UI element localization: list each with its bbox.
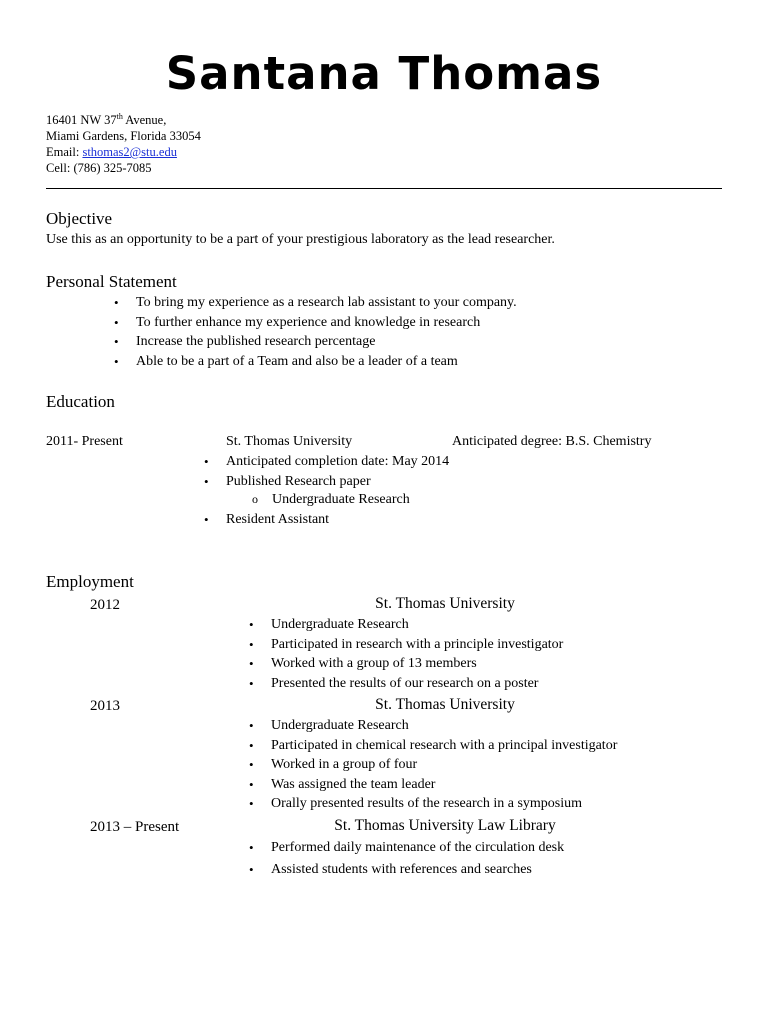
list-item (114, 313, 517, 333)
bullet-icon: • (249, 840, 254, 855)
list-item-text: Undergraduate Research (271, 617, 409, 632)
bullet-icon: • (114, 353, 119, 369)
list-item-text: Undergraduate Research (271, 718, 409, 733)
list-item (249, 794, 617, 814)
list-item (249, 716, 617, 736)
education-degree: Anticipated degree: B.S. Chemistry (452, 434, 652, 449)
objective-heading: Objective (46, 209, 113, 228)
list-item (249, 859, 564, 881)
bullet-icon: • (114, 295, 119, 310)
circle-bullet-icon: o (252, 492, 258, 506)
sub-list-item (252, 490, 410, 509)
list-item-text: Participated in research with a principle investigator (271, 636, 564, 652)
employment-heading: Employment (46, 572, 134, 591)
job-duties-list (249, 615, 564, 693)
list-item-text: To bring my experience as a research lab assistant to your company. (136, 295, 517, 310)
job-organization: St. Thomas University (375, 696, 515, 713)
cell-label: Cell: (46, 161, 74, 175)
bullet-icon: • (249, 617, 254, 632)
list-item (249, 755, 617, 775)
cell-line (46, 160, 201, 176)
list-item (114, 352, 517, 372)
objective-text: Use this as an opportunity to be a part of your prestigious laboratory as the lead researcher. (46, 232, 555, 247)
education-school: St. Thomas University (226, 434, 353, 449)
bullet-icon: • (249, 757, 254, 772)
job-year: 2012 (90, 597, 120, 613)
list-item-text: Worked with a group of 13 members (271, 656, 477, 671)
list-item-text: Was assigned the team leader (271, 776, 436, 792)
email-line (46, 144, 201, 160)
list-item-text: Able to be a part of a Team and also be a leader of a team (136, 353, 458, 369)
job-organization: St. Thomas University Law Library (334, 817, 556, 834)
list-item-text: Worked in a group of four (271, 757, 418, 772)
address-number: 16401 NW 37 (46, 113, 117, 127)
education-heading: Education (46, 392, 115, 411)
list-item (249, 635, 564, 655)
list-item (204, 472, 449, 492)
list-item-text: Orally presented results of the research in a symposium (271, 796, 583, 811)
list-item-text: Published Research paper (226, 473, 371, 489)
list-item-text: Presented the results of our research on a poster (271, 675, 539, 691)
bullet-icon: • (114, 314, 119, 330)
address-street: Avenue, (122, 113, 167, 127)
list-item-text: Anticipated completion date: May 2014 (226, 454, 450, 469)
bullet-icon: • (204, 473, 209, 489)
education-list (204, 452, 450, 491)
bullet-icon: • (114, 334, 119, 349)
list-item (249, 775, 617, 795)
sub-list-item-text: Undergraduate Research (272, 492, 410, 507)
contact-block (46, 112, 201, 176)
list-item (249, 654, 563, 674)
bullet-icon: • (249, 656, 254, 671)
bullet-icon: • (204, 454, 209, 469)
job-duties-list (249, 837, 565, 881)
education-list-continued (204, 510, 330, 530)
city-line: Miami Gardens, Florida 33054 (46, 129, 201, 143)
bullet-icon: • (249, 776, 254, 792)
list-item-text: Performed daily maintenance of the circulation desk (271, 840, 565, 855)
resume-name: Santana Thomas (165, 47, 603, 100)
list-item (204, 510, 330, 530)
bullet-icon: • (249, 636, 254, 652)
bullet-icon: • (249, 862, 254, 877)
list-item-text: Participated in chemical research with a principal investigator (271, 737, 618, 753)
personal-statement-list (114, 293, 517, 371)
personal-statement-heading: Personal Statement (46, 272, 177, 291)
job-year: 2013 (90, 698, 120, 714)
list-item (114, 293, 517, 313)
bullet-icon: • (249, 675, 254, 691)
email-label: Email: (46, 145, 83, 159)
address-line (46, 112, 201, 128)
list-item-text: Increase the published research percentage (136, 334, 376, 349)
education-period: 2011- Present (46, 434, 123, 449)
job-duties-list (249, 716, 618, 814)
cell-number: (786) 325-7085 (73, 161, 152, 175)
list-item-text: To further enhance my experience and knowledge in research (136, 314, 481, 330)
bullet-icon: • (249, 796, 254, 811)
bullet-icon: • (204, 512, 209, 527)
list-item (249, 615, 563, 635)
list-item (204, 452, 450, 472)
job-organization: St. Thomas University (375, 595, 515, 612)
bullet-icon: • (249, 737, 254, 753)
email-link[interactable]: sthomas2@stu.edu (82, 145, 177, 159)
list-item-text: Assisted students with references and searches (271, 862, 532, 877)
education-sublist (252, 490, 410, 509)
list-item (249, 736, 618, 756)
bullet-icon: • (249, 718, 254, 733)
job-year: 2013 – Present (90, 819, 180, 835)
header-divider (46, 188, 722, 189)
list-item (249, 674, 563, 694)
list-item (114, 332, 517, 352)
list-item (249, 837, 565, 859)
address-superscript: th (116, 111, 123, 121)
list-item-text: Resident Assistant (226, 512, 330, 527)
